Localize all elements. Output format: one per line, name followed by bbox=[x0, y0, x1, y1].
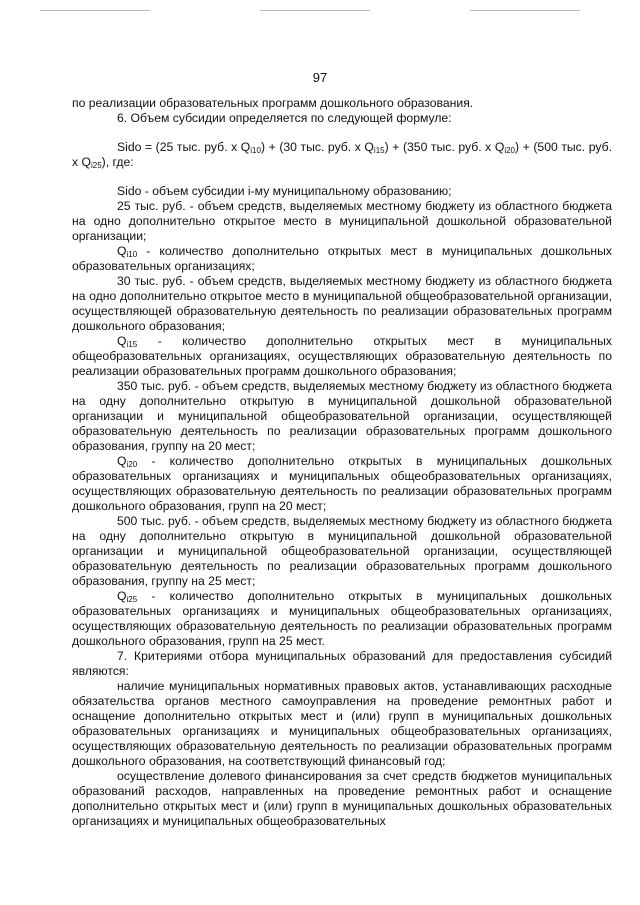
formula-text: Sido = (25 тыс. руб. x Q bbox=[117, 140, 251, 154]
variable-subscript: i15 bbox=[126, 340, 138, 349]
variable-definition bbox=[72, 244, 612, 274]
formula-text: ) + (30 тыс. руб. x Q bbox=[260, 140, 374, 154]
paragraph: осуществление долевого финансирования за счет средств бюджетов муниципальных образований расходов, направленных на проведение ремонтных работ и оснащение дополнительно открытых мест и (или) групп в муниципальных дошкольных образовательных организациях и муниципальных общеобразовательных bbox=[72, 769, 612, 828]
paragraph: 25 тыс. руб. - объем средств, выделяемых местному бюджету из областного бюджета на одно дополнительно открытое место в муниципальной дошкольной образовательной организации; bbox=[72, 199, 612, 243]
variable-description: - количество дополнительно открытых мест в муниципальных общеобразовательных организациях, осуществляющих образовательную деятельность по реализации образовательных программ дошкольного образования; bbox=[72, 334, 612, 378]
variable-name: Q bbox=[117, 334, 127, 348]
formula-text: ) + (500 тыс. руб. x Q bbox=[72, 140, 612, 169]
variable-subscript: i25 bbox=[126, 595, 138, 604]
variable-subscript: i20 bbox=[126, 460, 138, 469]
paragraph: 30 тыс. руб. - объем средств, выделяемых местному бюджету из областного бюджета на одно дополнительно открытое место в муниципальной общеобразовательной организации, осуществляющей образовательную деятельность по реализации образовательных программ дошкольного образования; bbox=[72, 274, 612, 333]
variable-name: Q bbox=[117, 244, 127, 258]
variable-description: - количество дополнительно открытых в муниципальных дошкольных образовательных организациях и муниципальных общеобразовательных организациях, осуществляющих образовательную деятельность по реализации образовательных программ дошкольного образования, групп на 25 мест. bbox=[72, 589, 612, 648]
variable-name: Q bbox=[117, 589, 127, 603]
formula-text: ) + (350 тыс. руб. x Q bbox=[384, 140, 505, 154]
variable-description: - количество дополнительно открытых мест в муниципальных дошкольных образовательных организациях; bbox=[72, 244, 612, 273]
paragraph: 6. Объем субсидии определяется по следующей формуле: bbox=[117, 111, 452, 125]
paragraph: наличие муниципальных нормативных правовых актов, устанавливающих расходные обязательства органов местного самоуправления на проведение ремонтных работ и оснащение дополнительно открытых мест и (или) групп в муниципальных дошкольных образовательных организациях и муниципальных общеобразовательных организациях, осуществляющих образовательную деятельность по реализации образовательных программ дошкольного образования, на соответствующий финансовый год; bbox=[72, 679, 612, 768]
variable-name: Q bbox=[117, 454, 127, 468]
formula-subscript: i20 bbox=[504, 146, 516, 155]
paragraph: 7. Критериями отбора муниципальных образований для предоставления субсидий являются: bbox=[72, 649, 612, 678]
variable-subscript: i10 bbox=[126, 250, 138, 259]
formula-subscript: i10 bbox=[250, 146, 261, 155]
variable-definition bbox=[72, 334, 612, 379]
formula-subscript: i25 bbox=[90, 161, 102, 170]
document-body bbox=[72, 96, 612, 829]
variable-definition bbox=[72, 589, 612, 649]
paragraph: 500 тыс. руб. - объем средств, выделяемых местному бюджету из областного бюджета на одну дополнительно открытую в муниципальной дошкольной образовательной организации и муниципальной общеобразовательной организации, осуществляющей образовательную деятельность по реализации образовательных программ дошкольного образования, группу на 25 мест; bbox=[72, 514, 612, 588]
paragraph: Sido - объем субсидии i-му муниципальному образованию; bbox=[117, 184, 452, 198]
scan-edge-line bbox=[470, 10, 580, 11]
paragraph-gap bbox=[72, 126, 612, 140]
subsidy-formula bbox=[72, 140, 612, 170]
formula-text: ), где: bbox=[101, 155, 134, 169]
paragraph: 350 тыс. руб. - объем средств, выделяемых местному бюджету из областного бюджета на одну дополнительно открытую в муниципальной дошкольной образовательной организации и муниципальной общеобразовательной организации, осуществляющей образовательную деятельность по реализации образовательных программ дошкольного образования, группу на 20 мест; bbox=[72, 379, 612, 453]
paragraph: по реализации образовательных программ дошкольного образования. bbox=[72, 96, 474, 110]
page-number: 97 bbox=[312, 70, 328, 85]
paragraph-gap bbox=[72, 170, 612, 184]
formula-subscript: i15 bbox=[373, 146, 385, 155]
variable-definition bbox=[72, 454, 612, 514]
variable-description: - количество дополнительно открытых в муниципальных дошкольных образовательных организациях и муниципальных общеобразовательных организациях, осуществляющих образовательную деятельность по реализации образовательных программ дошкольного образования, групп на 20 мест; bbox=[72, 454, 612, 513]
scan-edge-line bbox=[260, 10, 370, 11]
scan-edge-line bbox=[40, 10, 150, 11]
